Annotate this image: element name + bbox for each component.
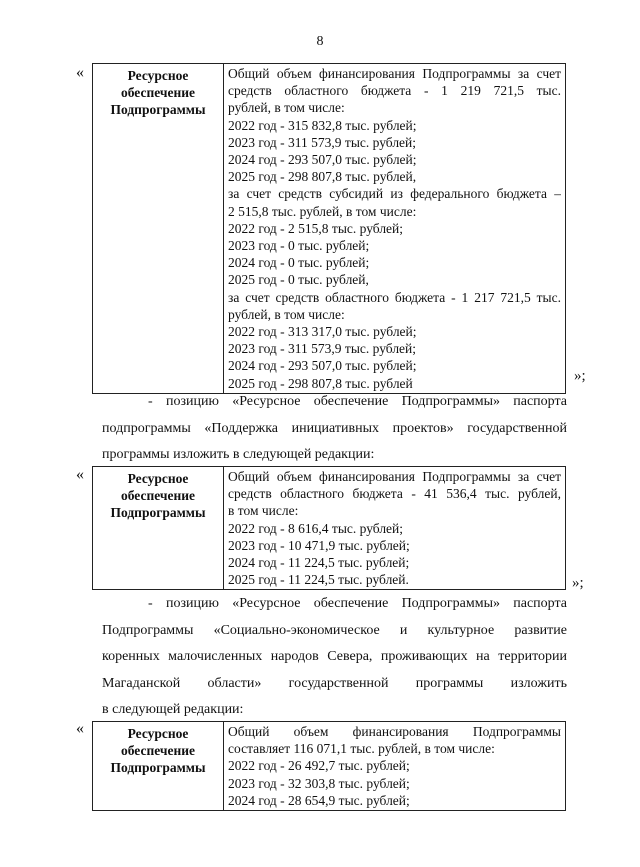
paragraph-line: Подпрограммы «Социально-экономическое и культурное развитие xyxy=(102,622,567,638)
content-line: 2022 год - 313 317,0 тыс. рублей; xyxy=(228,324,417,340)
opening-quote: « xyxy=(76,64,84,81)
content-line: средств областного бюджета - 41 536,4 тыс. рублей, xyxy=(228,486,561,502)
content-line: 2023 год - 10 471,9 тыс. рублей; xyxy=(228,537,410,553)
paragraph-line: коренных малочисленных народов Севера, проживающих на территории xyxy=(102,649,567,664)
content-line: 2023 год - 311 573,9 тыс. рублей; xyxy=(228,134,417,150)
label-line: Ресурсное xyxy=(127,471,189,486)
page-number: 8 xyxy=(316,34,324,49)
content-line: составляет 116 071,1 тыс. рублей, в том числе: xyxy=(228,741,495,757)
content-line: 2025 год - 298 807,8 тыс. рублей xyxy=(228,375,413,391)
label-line: Подпрограммы xyxy=(110,505,206,521)
table-label-cell xyxy=(93,722,224,811)
closing-quote: »; xyxy=(572,575,584,591)
content-line: 2022 год - 8 616,4 тыс. рублей; xyxy=(228,520,404,536)
label-line: обеспечение xyxy=(120,743,196,759)
table-label-cell xyxy=(93,64,224,394)
closing-quote: »; xyxy=(574,368,586,384)
label-line: Подпрограммы xyxy=(110,102,206,118)
content-line: 2 515,8 тыс. рублей, в том числе: xyxy=(228,203,417,219)
content-line: средств областного бюджета - 1 219 721,5 тыс. xyxy=(228,83,561,99)
content-line: за счет средств областного бюджета - 1 217 721,5 тыс. xyxy=(228,289,561,305)
content-line: Общий объем финансирования Подпрограммы за счет xyxy=(228,66,561,81)
resource-table-2 xyxy=(92,466,566,590)
label-line: обеспечение xyxy=(120,488,196,504)
label-line: Подпрограммы xyxy=(110,760,206,776)
paragraph-2 xyxy=(102,591,567,724)
content-line: 2024 год - 293 507,0 тыс. рублей; xyxy=(228,358,417,374)
paragraph-line: - позицию «Ресурсное обеспечение Подпрограммы» паспорта xyxy=(148,394,567,409)
content-line: Общий объем финансирования Подпрограммы xyxy=(228,724,561,739)
content-line: 2024 год - 11 224,5 тыс. рублей; xyxy=(228,555,410,571)
paragraph-1 xyxy=(102,389,567,469)
label-line: Ресурсное xyxy=(127,726,189,741)
table-label-cell xyxy=(93,467,224,590)
content-line: 2023 год - 0 тыс. рублей; xyxy=(228,238,370,254)
content-line: 2022 год - 315 832,8 тыс. рублей; xyxy=(228,117,417,133)
content-line: 2024 год - 28 654,9 тыс. рублей; xyxy=(228,792,410,808)
paragraph-line: в следующей редакции: xyxy=(102,702,244,717)
label-line: Ресурсное xyxy=(127,68,189,83)
content-line: 2023 год - 311 573,9 тыс. рублей; xyxy=(228,341,417,357)
content-line: рублей, в том числе: xyxy=(228,306,345,322)
paragraph-line: Магаданской области» государственной программы изложить xyxy=(102,675,567,691)
content-line: 2024 год - 293 507,0 тыс. рублей; xyxy=(228,152,417,168)
paragraph-line: - позицию «Ресурсное обеспечение Подпрограммы» паспорта xyxy=(148,596,567,611)
resource-table-3 xyxy=(92,721,566,811)
content-line: 2022 год - 2 515,8 тыс. рублей; xyxy=(228,220,404,236)
content-line: 2023 год - 32 303,8 тыс. рублей; xyxy=(228,775,410,791)
table-content-cell xyxy=(224,64,566,394)
content-line: 2025 год - 0 тыс. рублей, xyxy=(228,272,369,288)
paragraph-line: подпрограммы «Поддержка инициативных проектов» государственной xyxy=(102,420,567,436)
content-line: за счет средств субсидий из федерального бюджета – xyxy=(228,186,561,202)
table-content-cell xyxy=(224,467,566,590)
content-line: 2025 год - 11 224,5 тыс. рублей. xyxy=(228,572,409,588)
content-line: 2025 год - 298 807,8 тыс. рублей, xyxy=(228,169,417,185)
content-line: 2024 год - 0 тыс. рублей; xyxy=(228,255,370,271)
content-line: в том числе: xyxy=(228,503,299,519)
opening-quote: « xyxy=(76,466,84,483)
paragraph-line: программы изложить в следующей редакции: xyxy=(102,447,375,462)
opening-quote: « xyxy=(76,720,84,737)
label-line: обеспечение xyxy=(120,85,196,101)
table-content-cell xyxy=(224,722,566,811)
content-line: 2022 год - 26 492,7 тыс. рублей; xyxy=(228,758,410,774)
content-line: рублей, в том числе: xyxy=(228,100,345,116)
resource-table-1 xyxy=(92,63,566,394)
content-line: Общий объем финансирования Подпрограммы за счет xyxy=(228,469,561,484)
